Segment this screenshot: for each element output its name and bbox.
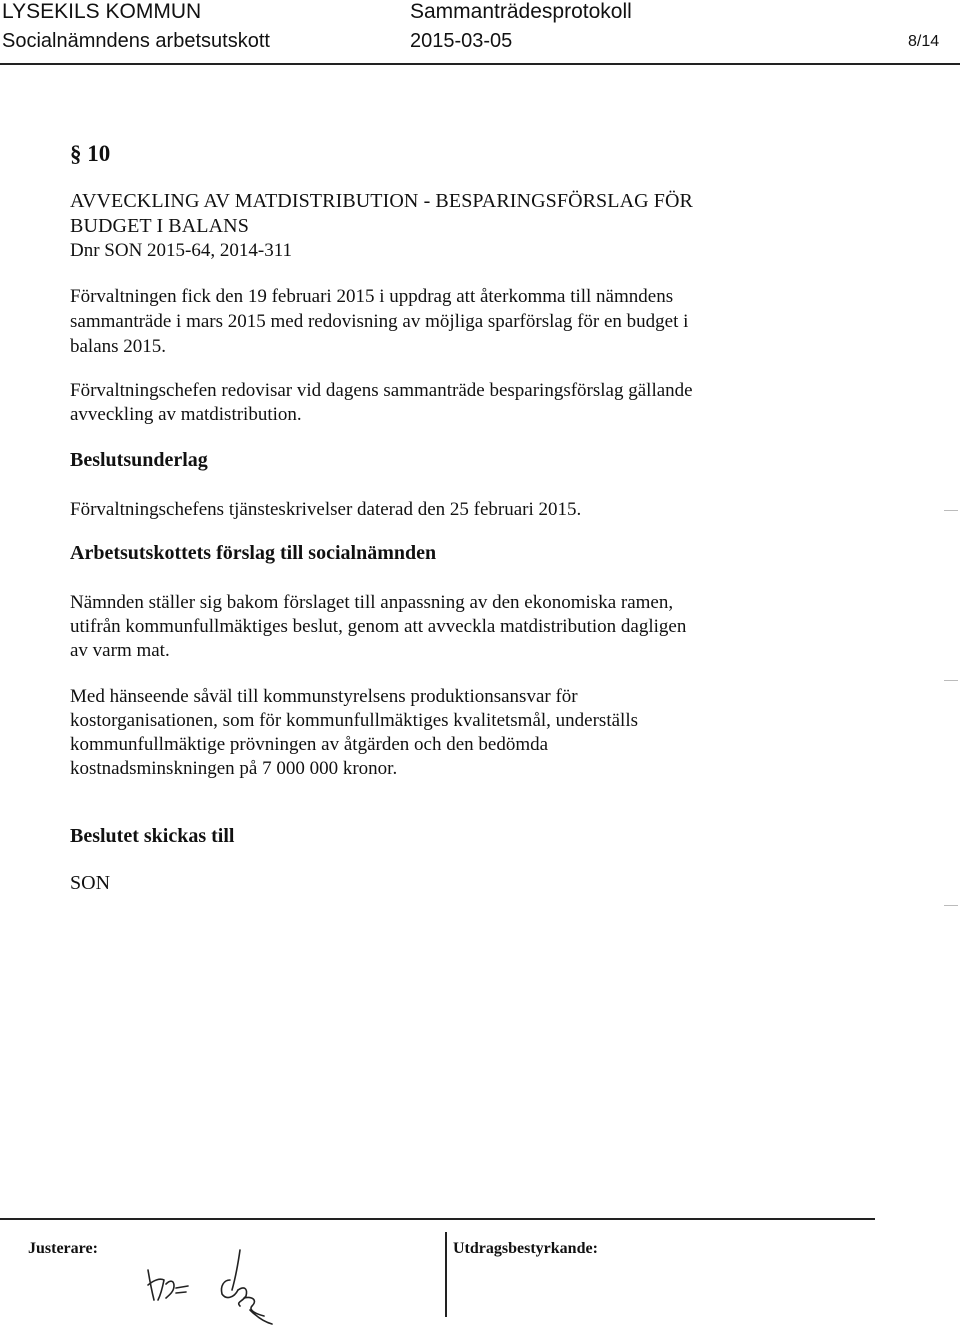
header-divider	[0, 63, 960, 65]
paragraph-2-line-1: Förvaltningschefen redovisar vid dagens sammanträde besparingsförslag gällande	[70, 380, 693, 401]
beslutsunderlag-heading: Beslutsunderlag	[70, 449, 208, 471]
forslag-p2-line-4: kostnadsminskningen på 7 000 000 kronor.	[70, 758, 398, 779]
footer-column-divider	[445, 1232, 447, 1317]
footer-divider	[0, 1218, 875, 1220]
scan-mark	[944, 905, 958, 906]
recipient: SON	[70, 872, 111, 894]
handwritten-signature	[140, 1240, 300, 1330]
meeting-date: 2015-03-05	[410, 30, 513, 52]
forslag-p2-line-1: Med hänseende såväl till kommunstyrelsens produktionsansvar för	[70, 686, 578, 707]
beslutet-skickas-heading: Beslutet skickas till	[70, 825, 235, 847]
paragraph-2-line-2: avveckling av matdistribution.	[70, 404, 302, 425]
forslag-p1-line-2: utifrån kommunfullmäktiges beslut, genom att avveckla matdistribution dagligen	[70, 616, 687, 637]
beslutsunderlag-text: Förvaltningschefens tjänsteskrivelser daterad den 25 februari 2015.	[70, 499, 582, 520]
document-type: Sammanträdesprotokoll	[410, 0, 632, 23]
page-number: 8/14	[908, 33, 940, 50]
forslag-heading: Arbetsutskottets förslag till socialnämnden	[70, 542, 437, 564]
section-title-line-1: AVVECKLING AV MATDISTRIBUTION - BESPARINGSFÖRSLAG FÖR	[70, 190, 693, 212]
forslag-p1-line-1: Nämnden ställer sig bakom förslaget till anpassning av den ekonomiska ramen,	[70, 592, 674, 613]
scan-mark	[944, 510, 958, 511]
forslag-p2-line-3: kommunfullmäktige prövningen av åtgärden och den bedömda	[70, 734, 549, 755]
section-number: § 10	[70, 141, 111, 166]
diary-number: Dnr SON 2015-64, 2014-311	[70, 240, 293, 261]
department-name: Socialnämndens arbetsutskott	[2, 30, 270, 52]
forslag-p1-line-3: av varm mat.	[70, 640, 170, 661]
paragraph-1-line-3: balans 2015.	[70, 336, 167, 357]
scan-mark	[944, 680, 958, 681]
organization-name: LYSEKILS KOMMUN	[2, 0, 202, 23]
section-title-line-2: BUDGET I BALANS	[70, 215, 249, 237]
paragraph-1-line-2: sammanträde i mars 2015 med redovisning av möjliga sparförslag för en budget i	[70, 311, 689, 332]
paragraph-1-line-1: Förvaltningen fick den 19 februari 2015 i uppdrag att återkomma till nämndens	[70, 286, 674, 307]
forslag-p2-line-2: kostorganisationen, som för kommunfullmäktiges kvalitetsmål, underställs	[70, 710, 638, 731]
utdragsbestyrkande-label: Utdragsbestyrkande:	[453, 1240, 598, 1257]
justerare-label: Justerare:	[28, 1240, 98, 1257]
